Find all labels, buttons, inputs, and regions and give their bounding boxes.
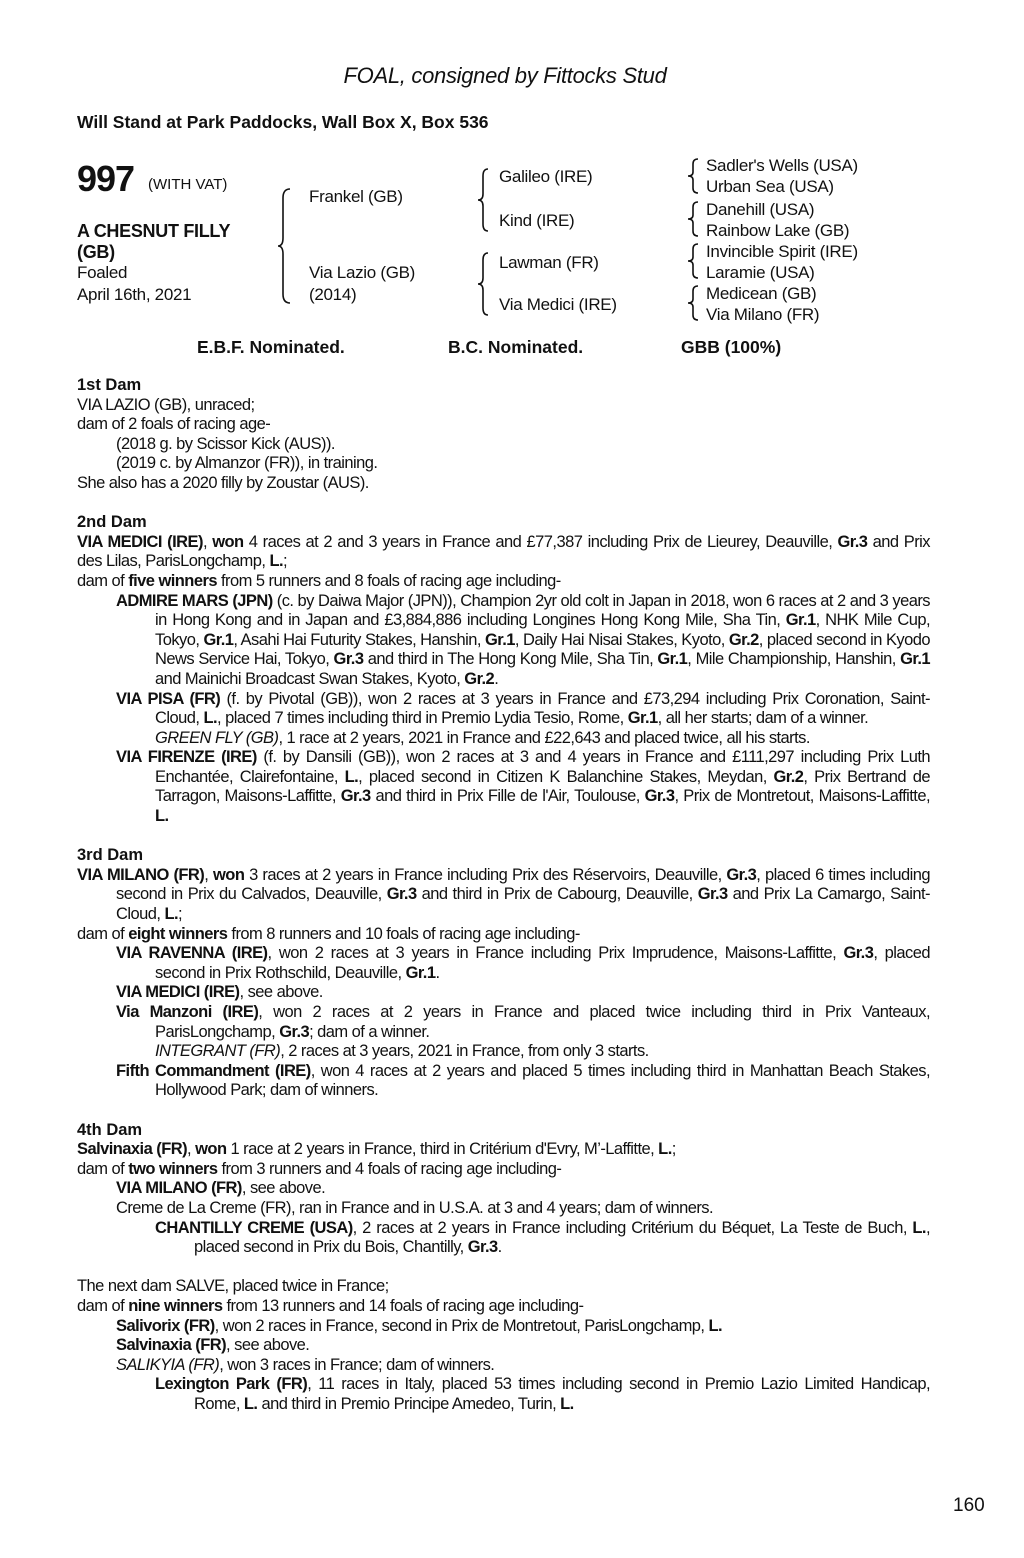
text-run: She also has a 2020 filly by Zoustar (AUS). [77, 473, 369, 492]
text-run: , placed second in Kyodo News Service Hai, Tokyo, [155, 630, 930, 669]
bold-text: L. [912, 1218, 926, 1237]
pedigree-sire-sire: Galileo (IRE) [499, 167, 593, 186]
bold-text: L. [269, 552, 284, 571]
bold-text: Salvinaxia (FR) [116, 1336, 227, 1355]
bold-text: Gr.3 [340, 787, 371, 806]
text-run: dam of [77, 924, 129, 943]
bold-text: Gr.1 [900, 650, 930, 669]
bold-text: Gr.3 [279, 1022, 310, 1041]
pedigree-entry [77, 1199, 930, 1219]
text-run: , placed second in Prix Rothschild, Deauville, [155, 944, 931, 982]
lot-name: A CHESNUT FILLY [77, 221, 231, 241]
pedigree-entry [77, 1140, 930, 1160]
text-run: , placed second in Prix du Bois, Chantilly, [194, 1218, 930, 1257]
catalogue-body [77, 376, 930, 1414]
pedigree-entry [77, 396, 930, 416]
dam-section [77, 376, 930, 494]
text-run: The next dam SALVE, placed twice in France; [77, 1277, 389, 1296]
section-heading: 2nd Dam [77, 513, 147, 532]
text-run: . [497, 1238, 502, 1257]
pedigree-sire: Frankel (GB) [309, 187, 403, 206]
pedigree-gen3: Danehill (USA) [706, 200, 815, 219]
pedigree-entry [77, 1219, 930, 1258]
stabling-info: Will Stand at Park Paddocks, Wall Box X, Box 536 [77, 112, 489, 132]
text-run: , see above. [241, 1179, 326, 1198]
bold-text: L. [164, 905, 179, 924]
pedigree-entry [77, 925, 930, 945]
bold-text: Gr.2 [728, 630, 759, 649]
pedigree-entry [77, 944, 930, 983]
gbb-status: GBB (100%) [681, 337, 782, 357]
bold-text: L. [560, 1394, 574, 1413]
text-run: , 2 races at 3 years, 2021 in France, from only 3 starts. [280, 1042, 649, 1061]
italic-text: GREEN FLY (GB) [155, 728, 279, 747]
pedigree-entry [77, 1277, 930, 1297]
bold-text: Gr.1 [484, 630, 515, 649]
italic-text: SALIKYIA (FR) [116, 1355, 220, 1374]
section-heading: 4th Dam [77, 1120, 143, 1139]
bold-text: Gr.3 [467, 1238, 498, 1257]
bold-text: won [212, 532, 244, 551]
bold-text: CHANTILLY CREME (USA) [155, 1218, 353, 1237]
brace-icon [478, 252, 490, 316]
text-run: and Prix La Camargo, Saint-Cloud, [116, 885, 930, 924]
pedigree-gen3: Urban Sea (USA) [706, 177, 834, 196]
pedigree-entry [77, 866, 930, 925]
vat-note: (WITH VAT) [148, 176, 228, 193]
text-run: , 1 race at 2 years, 2021 in France and £22,643 and placed twice, all his starts. [278, 728, 810, 747]
dam-section [77, 827, 930, 1101]
text-run: 1 race at 2 years in France, third in Critérium d'Evry, M’-Laffitte, [226, 1140, 659, 1159]
text-run: dam of [77, 1159, 129, 1178]
text-run: , NHK Mile Cup, Tokyo, [155, 611, 931, 649]
text-run: , Prix de Montretout, Maisons-Laffitte, [674, 787, 930, 806]
bold-text: VIA PISA (FR) [116, 689, 221, 708]
lot-number: 997 [77, 158, 135, 199]
pedigree-dam-sire: Lawman (FR) [499, 253, 599, 272]
pedigree-entry [77, 729, 930, 749]
bold-text: VIA MILANO (FR) [77, 865, 205, 884]
text-run: and third in The Hong Kong Mile, Sha Tin, [363, 650, 658, 669]
text-run: dam of [77, 1296, 129, 1315]
text-run: from 5 runners and 8 foals of racing age including- [216, 571, 561, 590]
pedigree-entry [77, 592, 930, 690]
bold-text: ADMIRE MARS (JPN) [116, 591, 273, 610]
text-run: , 2 races at 2 years in France including Critérium du Béquet, La Teste de Buch, [352, 1218, 913, 1237]
pedigree-entry [77, 1062, 930, 1101]
pedigree-gen3: Laramie (USA) [706, 263, 815, 282]
dam-section [77, 494, 930, 827]
bold-text: Gr.1 [657, 650, 688, 669]
bold-text: Gr.3 [386, 885, 417, 904]
brace-icon [688, 285, 700, 321]
text-run: , won 2 races at 3 years in France including Prix Imprudence, Maisons-Laffitte, [267, 944, 844, 963]
text-run: , won 2 races in France, second in Prix de Montretout, ParisLongchamp, [214, 1316, 709, 1335]
pedigree-dam-year: (2014) [309, 285, 357, 304]
text-run: and Mainichi Broadcast Swan Stakes, Kyoto, [155, 669, 465, 688]
bold-text: won [213, 865, 245, 884]
section-heading: 3rd Dam [77, 846, 144, 865]
bold-text: five winners [128, 571, 217, 590]
bold-text: nine winners [128, 1296, 223, 1315]
pedigree-entry [77, 1297, 930, 1317]
bold-text: Gr.3 [333, 650, 364, 669]
page-number: 160 [953, 1495, 985, 1516]
text-run: , [204, 865, 214, 884]
brace-icon [688, 158, 700, 194]
text-run: , see above. [226, 1336, 310, 1355]
pedigree-entry [77, 1317, 930, 1337]
text-run: dam of 2 foals of racing age- [77, 415, 271, 434]
bold-text: Gr.3 [837, 532, 868, 551]
text-run: , 11 races in Italy, placed 53 times including second in Premio Lazio Limited Handicap, Rome, [194, 1375, 931, 1413]
bold-text: Fifth Commandment (IRE) [116, 1061, 311, 1080]
brace-icon [278, 188, 292, 304]
pedigree-sire-dam: Kind (IRE) [499, 211, 575, 230]
section-gap [77, 1101, 930, 1121]
pedigree-entry [77, 572, 930, 592]
pedigree-entry [77, 1179, 930, 1199]
pedigree-entry [77, 1042, 930, 1062]
text-run: , placed 6 times including second in Prix du Calvados, Deauville, [116, 865, 930, 904]
pedigree-gen3: Invincible Spirit (IRE) [706, 242, 858, 261]
text-run: from 3 runners and 4 foals of racing age including- [217, 1159, 562, 1178]
bold-text: Gr.2 [773, 767, 804, 786]
bold-text: L. [155, 807, 169, 826]
brace-icon [688, 243, 700, 279]
section-heading: 1st Dam [77, 376, 142, 394]
bold-text: Gr.1 [405, 963, 436, 982]
bold-text: L. [243, 1394, 258, 1413]
italic-text: INTEGRANT (FR) [155, 1042, 281, 1061]
text-run: . [435, 963, 440, 982]
pedigree-entry [77, 1336, 930, 1356]
bold-text: Gr.1 [785, 611, 816, 630]
bold-text: Salivorix (FR) [116, 1316, 215, 1335]
text-run: and third in Prix de Cabourg, Deauville, [416, 885, 698, 904]
text-run: ; [671, 1140, 676, 1159]
pedigree-gen3: Rainbow Lake (GB) [706, 221, 850, 240]
text-run: , Asahi Hai Futurity Stakes, Hanshin, [233, 630, 485, 649]
pedigree-entry [77, 1003, 930, 1042]
foaled-date: April 16th, 2021 [77, 285, 192, 304]
text-run: and third in Premio Principe Amedeo, Turin, [257, 1394, 561, 1413]
pedigree-gen3: Via Milano (FR) [706, 305, 820, 324]
bc-nomination: B.C. Nominated. [448, 337, 584, 357]
text-run: , won 3 races in France; dam of winners. [219, 1355, 495, 1374]
bold-text: VIA MILANO (FR) [116, 1179, 242, 1198]
text-run: 3 races at 2 years in France including Prix des Réservoirs, Deauville, [244, 865, 727, 884]
text-run: , won 2 races at 2 years in France and placed twice including third in Prix Vanteaux, ParisLongchamp, [155, 1003, 930, 1041]
text-run: ; [283, 552, 288, 571]
pedigree-entry [77, 748, 930, 826]
text-run: 4 races at 2 and 3 years in France and £77,387 including Prix de Lieurey, Deauville, [243, 532, 838, 551]
bold-text: eight winners [128, 924, 228, 943]
bold-text: Gr.2 [464, 669, 495, 688]
pedigree-entry [77, 690, 930, 729]
text-run: and third in Prix Fille de l'Air, Toulouse, [370, 787, 645, 806]
bold-text: L. [203, 709, 218, 728]
text-run: and Prix des Lilas, ParisLongchamp, [77, 532, 930, 571]
text-run: from 13 runners and 14 foals of racing age including- [222, 1296, 584, 1315]
bold-text: L. [658, 1140, 672, 1159]
bold-text: Salvinaxia (FR) [77, 1140, 188, 1159]
section-gap [77, 494, 930, 514]
text-run: , Daily Hai Nisai Stakes, Kyoto, [514, 630, 729, 649]
pedigree-dam-dam: Via Medici (IRE) [499, 295, 617, 314]
pedigree-entry [77, 983, 930, 1003]
bold-text: two winners [128, 1159, 218, 1178]
bold-text: Gr.1 [203, 630, 234, 649]
bold-text: Via Manzoni (IRE) [116, 1003, 259, 1021]
text-run: (c. by Daiwa Major (JPN)), Champion 2yr old colt in Japan in 2018, won 6 races at 2 and 3 years in Hong Kong and in Japan and £3,884,886 including Longines Hong Kong Mile, Sha Tin, [155, 591, 930, 630]
text-run: , placed second in Citizen K Balanchine Stakes, Meydan, [358, 767, 774, 786]
bold-text: Gr.3 [843, 944, 874, 963]
text-run: ; [178, 905, 183, 924]
page-title: FOAL, consigned by Fittocks Stud [343, 63, 667, 88]
pedigree-entry [77, 1375, 930, 1414]
text-run: , all her starts; dam of a winner. [657, 709, 869, 728]
bold-text: L. [344, 767, 359, 786]
dam-section [77, 1258, 930, 1415]
text-run: (2018 g. by Scissor Kick (AUS)). [116, 434, 335, 453]
brace-icon [478, 168, 490, 232]
bold-text: Gr.1 [627, 709, 658, 728]
text-run: ; dam of a winner. [309, 1022, 430, 1041]
bold-text: Gr.3 [697, 885, 728, 904]
pedigree-entry [77, 1160, 930, 1180]
text-run: , [187, 1140, 196, 1159]
text-run: , placed 7 times including third in Premio Lydia Tesio, Rome, [217, 709, 628, 728]
section-gap [77, 827, 930, 847]
bold-text: Gr.3 [644, 787, 675, 806]
text-run: , won 4 races at 2 years and placed 5 times including third in Manhattan Beach Stakes, Hollywood Park; dam of winners. [155, 1061, 930, 1100]
text-run: (f. by Dansili (GB)), won 2 races at 3 and 4 years in France and £111,297 including Prix Luth Enchantée, Clairefontaine, [155, 748, 930, 786]
pedigree-gen3: Medicean (GB) [706, 284, 817, 303]
text-run: , see above. [239, 983, 323, 1002]
bold-text: VIA MEDICI (IRE) [116, 983, 240, 1002]
text-run: , Prix Bertrand de Tarragon, Maisons-Laffitte, [155, 767, 930, 806]
bold-text: Lexington Park (FR) [155, 1375, 308, 1394]
ebf-nomination: E.B.F. Nominated. [197, 337, 345, 357]
bold-text: won [195, 1140, 227, 1159]
bold-text: Gr.3 [726, 865, 757, 884]
bold-text: VIA FIRENZE (IRE) [116, 748, 257, 767]
pedigree-entry [77, 435, 930, 455]
dam-section [77, 1101, 930, 1258]
pedigree-entry [77, 454, 930, 474]
lot-name-country: (GB) [77, 242, 115, 262]
text-run: , Mile Championship, Hanshin, [687, 650, 901, 669]
bold-text: VIA MEDICI (IRE) [77, 532, 203, 551]
text-run: dam of [77, 571, 129, 590]
bold-text: L. [708, 1316, 723, 1335]
bold-text: VIA RAVENNA (IRE) [116, 944, 268, 963]
pedigree-entry [77, 1356, 930, 1376]
text-run: VIA LAZIO (GB), unraced; [77, 395, 255, 414]
text-run: (2019 c. by Almanzor (FR)), in training. [116, 454, 378, 473]
pedigree-entry [77, 415, 930, 435]
text-run: from 8 runners and 10 foals of racing age including- [227, 924, 580, 943]
text-run: (f. by Pivotal (GB)), won 2 races at 3 years in France and £73,294 including Prix Coronation, Saint-Cloud, [155, 689, 931, 728]
foaled-label: Foaled [77, 263, 128, 282]
pedigree-entry [77, 533, 930, 572]
pedigree-gen3: Sadler's Wells (USA) [706, 156, 858, 175]
brace-icon [688, 201, 700, 237]
text-run: . [494, 669, 499, 688]
section-gap [77, 1258, 930, 1278]
pedigree-entry [77, 474, 930, 494]
text-run: Creme de La Creme (FR), ran in France and in U.S.A. at 3 and 4 years; dam of winners. [116, 1198, 714, 1217]
text-run: , [202, 532, 213, 551]
pedigree-dam: Via Lazio (GB) [309, 263, 416, 282]
